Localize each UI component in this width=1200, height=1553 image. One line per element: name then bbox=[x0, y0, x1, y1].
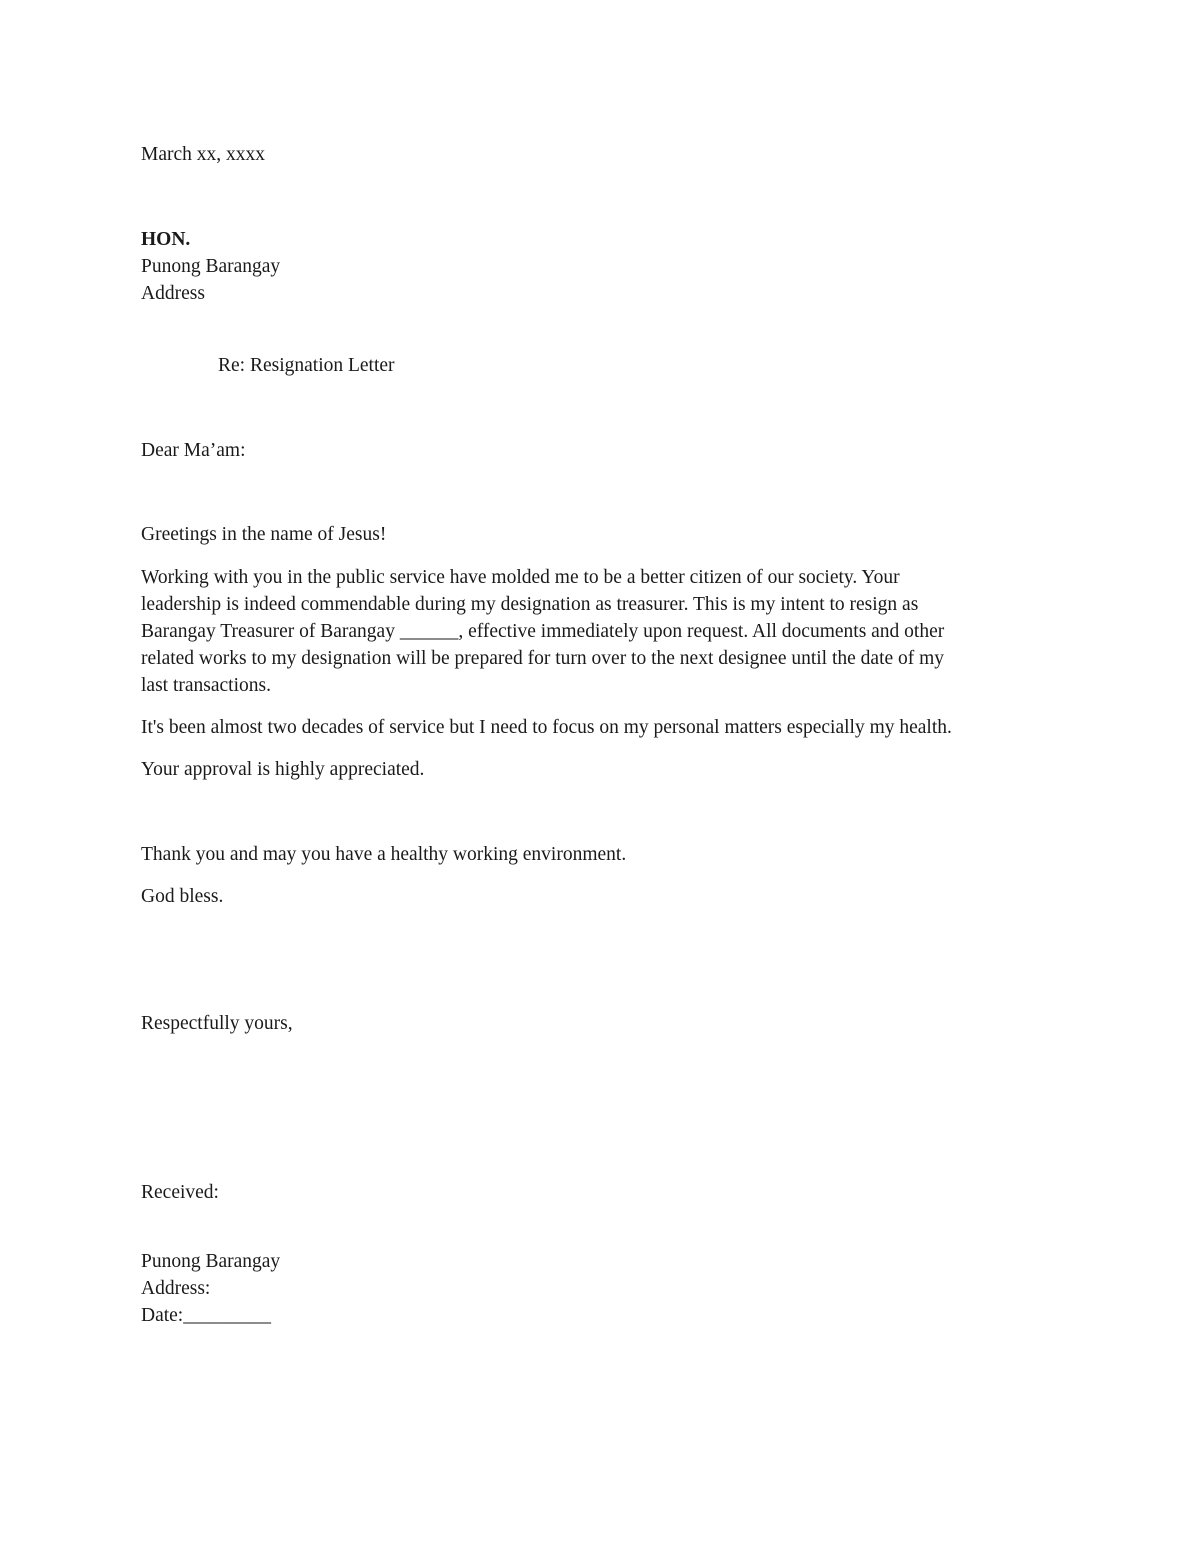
recipient-title: Punong Barangay bbox=[141, 256, 281, 277]
recipient-honorific: HON. bbox=[141, 229, 191, 250]
subject-line: Re: Resignation Letter bbox=[218, 355, 395, 376]
approval-line: Your approval is highly appreciated. bbox=[141, 759, 425, 780]
recipient-address: Address bbox=[141, 283, 205, 304]
body-line: Working with you in the public service have molded me to be a better citizen of our society. Your bbox=[141, 567, 900, 588]
body-line: last transactions. bbox=[141, 675, 271, 696]
body-line: related works to my designation will be prepared for turn over to the next designee until the date of my bbox=[141, 648, 945, 669]
letter-date: March xx, xxxx bbox=[141, 144, 266, 165]
body-line: Barangay Treasurer of Barangay ______, effective immediately upon request. All documents and other bbox=[141, 621, 945, 642]
closing-line: Respectfully yours, bbox=[141, 1013, 293, 1034]
received-address: Address: bbox=[141, 1278, 211, 1299]
body-paragraph bbox=[141, 564, 1051, 699]
received-label: Received: bbox=[141, 1182, 219, 1203]
thanks-line: Thank you and may you have a healthy working environment. bbox=[141, 844, 627, 865]
received-date: Date:_________ bbox=[141, 1305, 271, 1326]
received-title: Punong Barangay bbox=[141, 1251, 281, 1272]
body-line: leadership is indeed commendable during my designation as treasurer. This is my intent to resign as bbox=[141, 594, 919, 615]
blessing-line: God bless. bbox=[141, 886, 224, 907]
salutation: Dear Ma’am: bbox=[141, 440, 246, 461]
greeting-line: Greetings in the name of Jesus! bbox=[141, 524, 387, 545]
reason-line: It's been almost two decades of service but I need to focus on my personal matters especially my health. bbox=[141, 717, 952, 738]
